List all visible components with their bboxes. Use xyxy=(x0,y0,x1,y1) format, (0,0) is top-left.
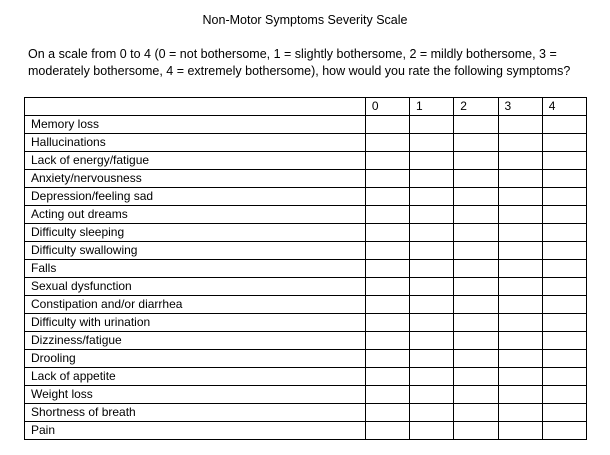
rating-cell-3[interactable] xyxy=(498,152,542,170)
rating-cell-4[interactable] xyxy=(542,350,586,368)
rating-cell-2[interactable] xyxy=(454,170,498,188)
rating-cell-2[interactable] xyxy=(454,206,498,224)
symptom-label: Hallucinations xyxy=(25,134,366,152)
rating-cell-4[interactable] xyxy=(542,116,586,134)
page-title: Non-Motor Symptoms Severity Scale xyxy=(202,13,408,27)
symptom-label: Lack of energy/fatigue xyxy=(25,152,366,170)
rating-cell-4[interactable] xyxy=(542,260,586,278)
table-row xyxy=(25,188,587,206)
rating-cell-1[interactable] xyxy=(410,404,454,422)
rating-cell-3[interactable] xyxy=(498,206,542,224)
rating-cell-4[interactable] xyxy=(542,386,586,404)
rating-cell-2[interactable] xyxy=(454,296,498,314)
symptom-label: Shortness of breath xyxy=(25,404,366,422)
rating-cell-1[interactable] xyxy=(410,278,454,296)
rating-cell-0[interactable] xyxy=(365,350,409,368)
rating-cell-0[interactable] xyxy=(365,314,409,332)
rating-cell-0[interactable] xyxy=(365,422,409,440)
table-header-row xyxy=(25,98,587,116)
rating-cell-3[interactable] xyxy=(498,278,542,296)
rating-cell-0[interactable] xyxy=(365,260,409,278)
rating-cell-3[interactable] xyxy=(498,224,542,242)
symptom-label: Drooling xyxy=(25,350,366,368)
symptom-label: Pain xyxy=(25,422,366,440)
table-row xyxy=(25,386,587,404)
rating-cell-4[interactable] xyxy=(542,224,586,242)
rating-cell-1[interactable] xyxy=(410,116,454,134)
rating-cell-4[interactable] xyxy=(542,134,586,152)
table-row xyxy=(25,296,587,314)
table-row xyxy=(25,404,587,422)
rating-cell-0[interactable] xyxy=(365,224,409,242)
table-row xyxy=(25,332,587,350)
rating-cell-1[interactable] xyxy=(410,224,454,242)
rating-cell-1[interactable] xyxy=(410,422,454,440)
symptom-rows xyxy=(25,116,587,440)
rating-cell-3[interactable] xyxy=(498,422,542,440)
rating-cell-0[interactable] xyxy=(365,332,409,350)
symptoms-rating-table xyxy=(24,97,587,440)
rating-cell-1[interactable] xyxy=(410,260,454,278)
rating-cell-1[interactable] xyxy=(410,314,454,332)
rating-cell-0[interactable] xyxy=(365,278,409,296)
table-row xyxy=(25,134,587,152)
rating-cell-1[interactable] xyxy=(410,152,454,170)
rating-cell-1[interactable] xyxy=(410,242,454,260)
rating-cell-3[interactable] xyxy=(498,134,542,152)
table-row xyxy=(25,242,587,260)
rating-cell-1[interactable] xyxy=(410,332,454,350)
rating-cell-3[interactable] xyxy=(498,188,542,206)
instructions-text: On a scale from 0 to 4 (0 = not bothersome, 1 = slightly bothersome, 2 = mildly bothersome, 3 = moderately bothersome, 4 = extremely bothersome), how would you rate the following symptoms? xyxy=(28,47,571,78)
rating-cell-3[interactable] xyxy=(498,170,542,188)
table-row xyxy=(25,278,587,296)
rating-cell-4[interactable] xyxy=(542,314,586,332)
symptom-label: Lack of appetite xyxy=(25,368,366,386)
rating-cell-2[interactable] xyxy=(454,422,498,440)
rating-cell-2[interactable] xyxy=(454,278,498,296)
table-row xyxy=(25,260,587,278)
table-row xyxy=(25,314,587,332)
rating-cell-4[interactable] xyxy=(542,332,586,350)
rating-cell-2[interactable] xyxy=(454,152,498,170)
rating-cell-2[interactable] xyxy=(454,242,498,260)
rating-cell-4[interactable] xyxy=(542,206,586,224)
table-row xyxy=(25,350,587,368)
rating-cell-3[interactable] xyxy=(498,314,542,332)
rating-cell-2[interactable] xyxy=(454,188,498,206)
rating-cell-3[interactable] xyxy=(498,368,542,386)
score-header-2: 2 xyxy=(454,98,498,116)
rating-cell-3[interactable] xyxy=(498,296,542,314)
symptom-label: Difficulty sleeping xyxy=(25,224,366,242)
rating-cell-3[interactable] xyxy=(498,404,542,422)
rating-cell-3[interactable] xyxy=(498,242,542,260)
symptom-label: Dizziness/fatigue xyxy=(25,332,366,350)
rating-cell-2[interactable] xyxy=(454,368,498,386)
rating-cell-0[interactable] xyxy=(365,386,409,404)
table-row xyxy=(25,116,587,134)
score-header-3: 3 xyxy=(498,98,542,116)
rating-cell-4[interactable] xyxy=(542,278,586,296)
rating-cell-0[interactable] xyxy=(365,134,409,152)
rating-cell-2[interactable] xyxy=(454,332,498,350)
symptom-label: Constipation and/or diarrhea xyxy=(25,296,366,314)
table-row xyxy=(25,368,587,386)
rating-cell-0[interactable] xyxy=(365,404,409,422)
symptom-label: Anxiety/nervousness xyxy=(25,170,366,188)
rating-cell-2[interactable] xyxy=(454,314,498,332)
rating-cell-1[interactable] xyxy=(410,188,454,206)
symptom-label: Acting out dreams xyxy=(25,206,366,224)
rating-cell-0[interactable] xyxy=(365,152,409,170)
rating-cell-3[interactable] xyxy=(498,332,542,350)
symptom-label: Weight loss xyxy=(25,386,366,404)
rating-cell-4[interactable] xyxy=(542,368,586,386)
rating-cell-3[interactable] xyxy=(498,260,542,278)
rating-cell-2[interactable] xyxy=(454,386,498,404)
symptom-label: Depression/feeling sad xyxy=(25,188,366,206)
rating-cell-3[interactable] xyxy=(498,386,542,404)
rating-cell-4[interactable] xyxy=(542,242,586,260)
symptom-label: Memory loss xyxy=(25,116,366,134)
rating-cell-4[interactable] xyxy=(542,152,586,170)
rating-cell-2[interactable] xyxy=(454,224,498,242)
rating-cell-0[interactable] xyxy=(365,296,409,314)
rating-cell-2[interactable] xyxy=(454,260,498,278)
rating-cell-3[interactable] xyxy=(498,116,542,134)
rating-cell-2[interactable] xyxy=(454,134,498,152)
rating-cell-1[interactable] xyxy=(410,386,454,404)
rating-cell-1[interactable] xyxy=(410,296,454,314)
rating-cell-2[interactable] xyxy=(454,350,498,368)
rating-cell-4[interactable] xyxy=(542,422,586,440)
rating-cell-0[interactable] xyxy=(365,170,409,188)
rating-cell-3[interactable] xyxy=(498,350,542,368)
table-row xyxy=(25,224,587,242)
rating-cell-0[interactable] xyxy=(365,242,409,260)
rating-cell-2[interactable] xyxy=(454,404,498,422)
rating-cell-4[interactable] xyxy=(542,404,586,422)
table-row xyxy=(25,422,587,440)
rating-cell-0[interactable] xyxy=(365,116,409,134)
rating-cell-0[interactable] xyxy=(365,206,409,224)
header-blank-cell xyxy=(25,98,366,116)
rating-cell-1[interactable] xyxy=(410,350,454,368)
symptom-label: Difficulty with urination xyxy=(25,314,366,332)
score-header-0: 0 xyxy=(365,98,409,116)
rating-cell-1[interactable] xyxy=(410,170,454,188)
rating-cell-4[interactable] xyxy=(542,170,586,188)
rating-cell-1[interactable] xyxy=(410,134,454,152)
symptom-label: Falls xyxy=(25,260,366,278)
score-header-4: 4 xyxy=(542,98,586,116)
rating-cell-2[interactable] xyxy=(454,116,498,134)
rating-cell-1[interactable] xyxy=(410,368,454,386)
score-header-1: 1 xyxy=(410,98,454,116)
rating-cell-4[interactable] xyxy=(542,188,586,206)
rating-cell-0[interactable] xyxy=(365,188,409,206)
symptom-label: Difficulty swallowing xyxy=(25,242,366,260)
table-row xyxy=(25,152,587,170)
rating-cell-0[interactable] xyxy=(365,368,409,386)
rating-cell-4[interactable] xyxy=(542,296,586,314)
rating-cell-1[interactable] xyxy=(410,206,454,224)
symptom-label: Sexual dysfunction xyxy=(25,278,366,296)
table-row xyxy=(25,170,587,188)
table-row xyxy=(25,206,587,224)
